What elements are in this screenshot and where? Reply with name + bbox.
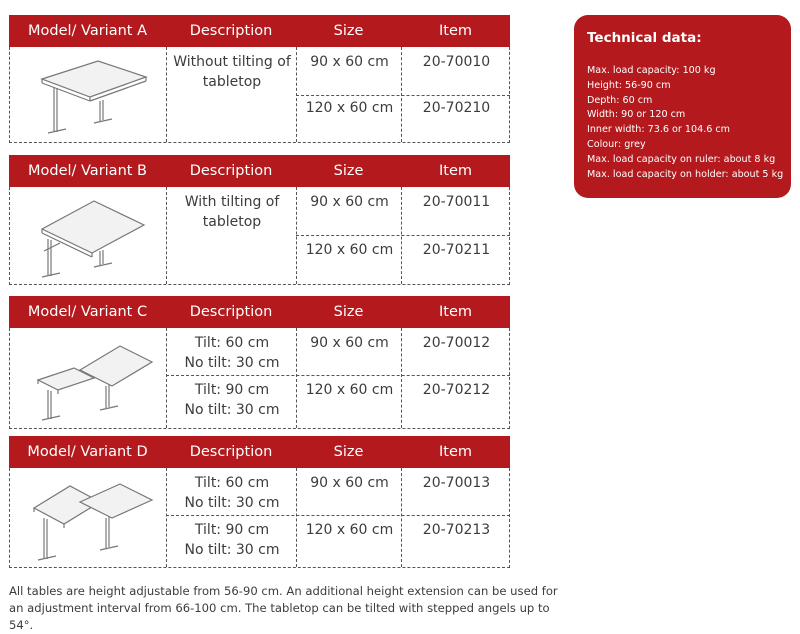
description-cell (171, 380, 293, 420)
item-cell: 20-70210 (422, 100, 491, 116)
description-cell (171, 333, 293, 373)
variant-b-body (9, 187, 510, 285)
item-header: Item (438, 444, 472, 460)
size-cell: 90 x 60 cm (310, 54, 389, 70)
technical-data-line: Inner width: 73.6 or 104.6 cm (587, 124, 731, 136)
item-cell: 20-70211 (422, 242, 491, 258)
description-line: No tilt: 30 cm (184, 542, 280, 558)
footnote: All tables are height adjustable from 56-90 cm. An additional height extension can be used for an adjustment interval from 66-100 cm. The tabletop can be tilted with stepped angels up to 54°. (9, 584, 558, 632)
description-header: Description (189, 23, 273, 39)
technical-data-line: Max. load capacity: 100 kg (587, 65, 716, 76)
desk-illustration-d (20, 472, 160, 566)
size-cell: 90 x 60 cm (310, 475, 389, 491)
description-line: Tilt: 90 cm (194, 522, 270, 538)
size-cell: 120 x 60 cm (305, 242, 394, 258)
desk-illustration-a (20, 53, 160, 141)
item-cell: 20-70213 (422, 522, 491, 538)
item-cell: 20-70212 (422, 382, 491, 398)
technical-data-title: Technical data: (587, 30, 702, 46)
description-cell (171, 520, 293, 560)
technical-data-line: Max. load capacity on ruler: about 8 kg (587, 153, 776, 165)
model-header: Model/ Variant A (28, 23, 147, 39)
variant-a-table (9, 15, 510, 143)
size-header: Size (333, 304, 364, 320)
variant-a-header (9, 15, 510, 47)
description-cell (171, 473, 293, 513)
model-header: Model/ Variant C (27, 304, 148, 320)
size-cell: 90 x 60 cm (310, 335, 389, 351)
variant-d-body (9, 468, 510, 568)
description-cell: Without tilting of tabletop (173, 54, 291, 90)
model-header: Model/ Variant B (27, 163, 148, 179)
variant-c-body (9, 328, 510, 429)
technical-data-line: Height: 56-90 cm (587, 79, 671, 91)
technical-data-line: Colour: grey (587, 138, 646, 150)
description-header: Description (189, 163, 273, 179)
item-header: Item (438, 23, 472, 39)
variant-b-header (9, 155, 510, 187)
size-cell: 120 x 60 cm (305, 100, 394, 116)
size-header: Size (333, 23, 364, 39)
description-line: Tilt: 60 cm (194, 475, 270, 491)
description-line: Tilt: 60 cm (194, 335, 270, 351)
item-cell: 20-70013 (422, 475, 491, 491)
size-cell: 90 x 60 cm (310, 194, 389, 210)
item-header: Item (438, 163, 472, 179)
description-cell: With tilting of tabletop (184, 194, 280, 230)
item-header: Item (438, 304, 472, 320)
desk-illustration-b (20, 191, 160, 283)
model-header: Model/ Variant D (27, 444, 148, 460)
desk-illustration-c (20, 332, 160, 426)
variant-a-body (9, 47, 510, 143)
description-line: No tilt: 30 cm (184, 402, 280, 418)
item-cell: 20-70010 (422, 54, 491, 70)
item-cell: 20-70012 (422, 335, 491, 351)
variant-c-table (9, 296, 510, 429)
variant-c-header (9, 296, 510, 328)
item-cell: 20-70011 (422, 194, 491, 210)
technical-data-box (574, 15, 791, 198)
size-cell: 120 x 60 cm (305, 522, 394, 538)
description-line: No tilt: 30 cm (184, 495, 280, 511)
variant-d-table (9, 436, 510, 568)
technical-data-list (587, 64, 783, 182)
variant-b-table (9, 155, 510, 285)
description-line: Tilt: 90 cm (194, 382, 270, 398)
variant-d-header (9, 436, 510, 468)
technical-data-line: Max. load capacity on holder: about 5 kg (587, 168, 784, 180)
technical-data-line: Width: 90 or 120 cm (587, 109, 686, 121)
description-line: No tilt: 30 cm (184, 355, 280, 371)
size-header: Size (333, 444, 364, 460)
description-header: Description (189, 304, 273, 320)
technical-data-line: Depth: 60 cm (587, 94, 653, 106)
size-header: Size (333, 163, 364, 179)
size-cell: 120 x 60 cm (305, 382, 394, 398)
description-header: Description (189, 444, 273, 460)
